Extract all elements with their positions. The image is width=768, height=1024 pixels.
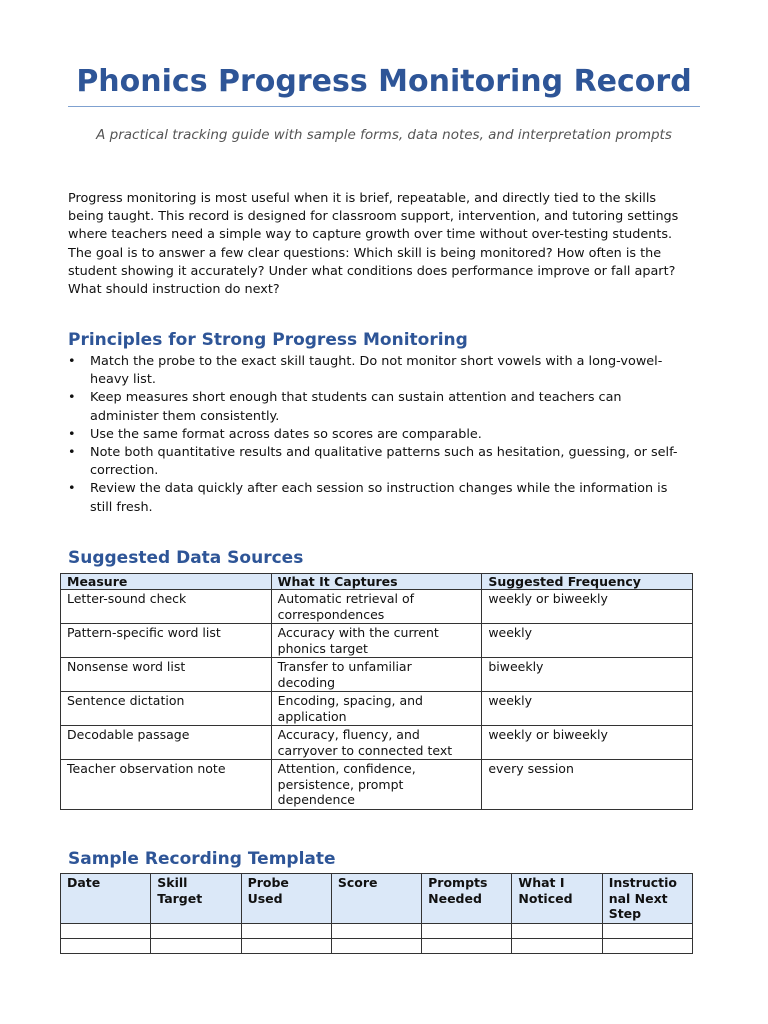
cell-line: Pattern-specific word list <box>67 625 221 640</box>
bullet-icon: • <box>68 445 76 461</box>
table-cell <box>482 692 693 726</box>
title-divider <box>68 106 700 107</box>
list-item <box>68 444 700 480</box>
cell-line: Accuracy with the current <box>277 625 439 640</box>
table-header-row <box>61 574 693 590</box>
data-sources-heading: Suggested Data Sources <box>68 548 304 568</box>
table-cell <box>271 590 482 624</box>
table-cell-empty[interactable] <box>331 938 421 953</box>
table-cell-empty[interactable] <box>151 923 241 938</box>
cell-line: Teacher observation note <box>67 761 226 776</box>
column-header <box>512 874 602 924</box>
cell-line: weekly <box>488 693 533 708</box>
table-cell-empty[interactable] <box>61 938 151 953</box>
table-cell-empty[interactable] <box>241 938 331 953</box>
principles-heading: Principles for Strong Progress Monitoring <box>68 330 468 350</box>
table-cell <box>61 590 272 624</box>
intro-line: being taught. This record is designed for classroom support, intervention, and tutoring settings <box>68 209 679 225</box>
header-line: Skill <box>157 875 188 890</box>
intro-line: Progress monitoring is most useful when it is brief, repeatable, and directly tied to the skills <box>68 191 657 206</box>
table-cell-empty[interactable] <box>61 923 151 938</box>
table-row <box>61 923 693 938</box>
column-header <box>151 874 241 924</box>
table-cell-empty[interactable] <box>151 938 241 953</box>
column-header: What It Captures <box>271 574 482 590</box>
header-line: Used <box>247 890 283 906</box>
cell-line: phonics target <box>277 640 368 656</box>
cell-line: Decodable passage <box>67 727 190 742</box>
list-item-line: Keep measures short enough that students can sustain attention and teachers can <box>90 390 622 406</box>
list-item <box>68 389 700 425</box>
table-header-row <box>61 874 693 924</box>
header-line: Needed <box>428 890 482 906</box>
bullet-icon: • <box>68 426 76 442</box>
table-cell <box>271 624 482 658</box>
table-cell-empty[interactable] <box>602 923 692 938</box>
column-header <box>61 874 151 924</box>
table-cell-empty[interactable] <box>512 923 602 938</box>
table-cell <box>271 692 482 726</box>
table-row <box>61 692 693 726</box>
intro-paragraph <box>68 190 700 299</box>
cell-line: persistence, prompt <box>277 776 404 792</box>
cell-line: Sentence dictation <box>67 693 185 708</box>
table-cell <box>271 760 482 810</box>
cell-line: carryover to connected text <box>277 742 453 758</box>
template-heading: Sample Recording Template <box>68 849 336 869</box>
table-row <box>61 624 693 658</box>
bullet-icon: • <box>68 481 76 497</box>
intro-line: The goal is to answer a few clear questions: Which skill is being monitored? How often is the <box>68 245 662 261</box>
table-row <box>61 726 693 760</box>
list-item <box>68 480 700 516</box>
list-item <box>68 353 700 389</box>
cell-line: Encoding, spacing, and <box>277 693 423 708</box>
table-cell-empty[interactable] <box>422 923 512 938</box>
cell-line: weekly or biweekly <box>488 591 608 606</box>
cell-line: application <box>277 708 347 724</box>
table-cell <box>61 760 272 810</box>
column-header <box>331 874 421 924</box>
cell-line: Transfer to unfamiliar <box>277 659 412 674</box>
document-subtitle: A practical tracking guide with sample forms, data notes, and interpretation prompts <box>96 127 672 143</box>
table-cell <box>482 624 693 658</box>
list-item-line: Use the same format across dates so scores are comparable. <box>90 426 482 442</box>
header-line: Instructio <box>608 875 677 890</box>
cell-line: weekly <box>488 625 533 640</box>
list-item-line: Review the data quickly after each session so instruction changes while the information is <box>90 481 668 497</box>
table-cell-empty[interactable] <box>602 938 692 953</box>
cell-line: decoding <box>277 674 336 690</box>
table-row <box>61 760 693 810</box>
data-sources-table <box>60 573 693 810</box>
cell-line: Accuracy, fluency, and <box>277 727 420 742</box>
table-row <box>61 658 693 692</box>
column-header <box>422 874 512 924</box>
list-item-line: correction. <box>90 463 159 479</box>
cell-line: dependence <box>277 792 355 807</box>
table-cell-empty[interactable] <box>331 923 421 938</box>
header-line: Step <box>608 906 642 921</box>
table-row <box>61 938 693 953</box>
principles-list <box>68 353 700 517</box>
header-line: Target <box>157 890 203 906</box>
cell-line: weekly or biweekly <box>488 727 608 742</box>
table-cell-empty[interactable] <box>512 938 602 953</box>
table-cell <box>61 624 272 658</box>
cell-line: Automatic retrieval of <box>277 591 415 606</box>
intro-line: student showing it accurately? Under what conditions does performance improve or fall apart? <box>68 263 676 279</box>
table-cell <box>61 726 272 760</box>
cell-line: Attention, confidence, <box>277 761 416 776</box>
header-line: Probe <box>247 875 289 890</box>
cell-line: every session <box>488 761 574 776</box>
table-cell <box>482 726 693 760</box>
table-cell <box>482 760 693 810</box>
document-title: Phonics Progress Monitoring Record <box>76 64 692 99</box>
intro-line: where teachers need a simple way to capture growth over time without over-testing students. <box>68 227 673 243</box>
list-item-line: Note both quantitative results and qualitative patterns such as hesitation, guessing, or self- <box>90 445 678 461</box>
table-cell <box>482 590 693 624</box>
header-line: Prompts <box>428 875 488 890</box>
cell-line: Letter-sound check <box>67 591 187 606</box>
list-item-line: heavy list. <box>90 372 156 388</box>
table-cell-empty[interactable] <box>422 938 512 953</box>
table-cell <box>271 726 482 760</box>
header-line: nal Next <box>608 890 668 906</box>
bullet-icon: • <box>68 354 76 369</box>
recording-template-table <box>60 873 693 954</box>
column-header <box>241 874 331 924</box>
cell-line: correspondences <box>277 606 385 622</box>
list-item <box>68 426 700 444</box>
list-item-line: administer them consistently. <box>90 408 280 424</box>
column-header <box>602 874 692 924</box>
table-cell <box>61 658 272 692</box>
column-header: Suggested Frequency <box>482 574 693 590</box>
header-line: Score <box>337 875 378 890</box>
bullet-icon: • <box>68 390 76 406</box>
header-line: What I <box>518 875 565 890</box>
table-cell <box>271 658 482 692</box>
column-header: Measure <box>61 574 272 590</box>
table-cell <box>61 692 272 726</box>
header-line: Noticed <box>518 890 573 906</box>
table-row <box>61 590 693 624</box>
cell-line: biweekly <box>488 659 544 674</box>
cell-line: Nonsense word list <box>67 659 186 674</box>
list-item-line: still fresh. <box>90 499 153 515</box>
header-line: Date <box>67 875 101 890</box>
table-cell-empty[interactable] <box>241 923 331 938</box>
list-item-line: Match the probe to the exact skill taught. Do not monitor short vowels with a long-vowel- <box>90 354 663 369</box>
intro-line: What should instruction do next? <box>68 282 280 298</box>
table-cell <box>482 658 693 692</box>
